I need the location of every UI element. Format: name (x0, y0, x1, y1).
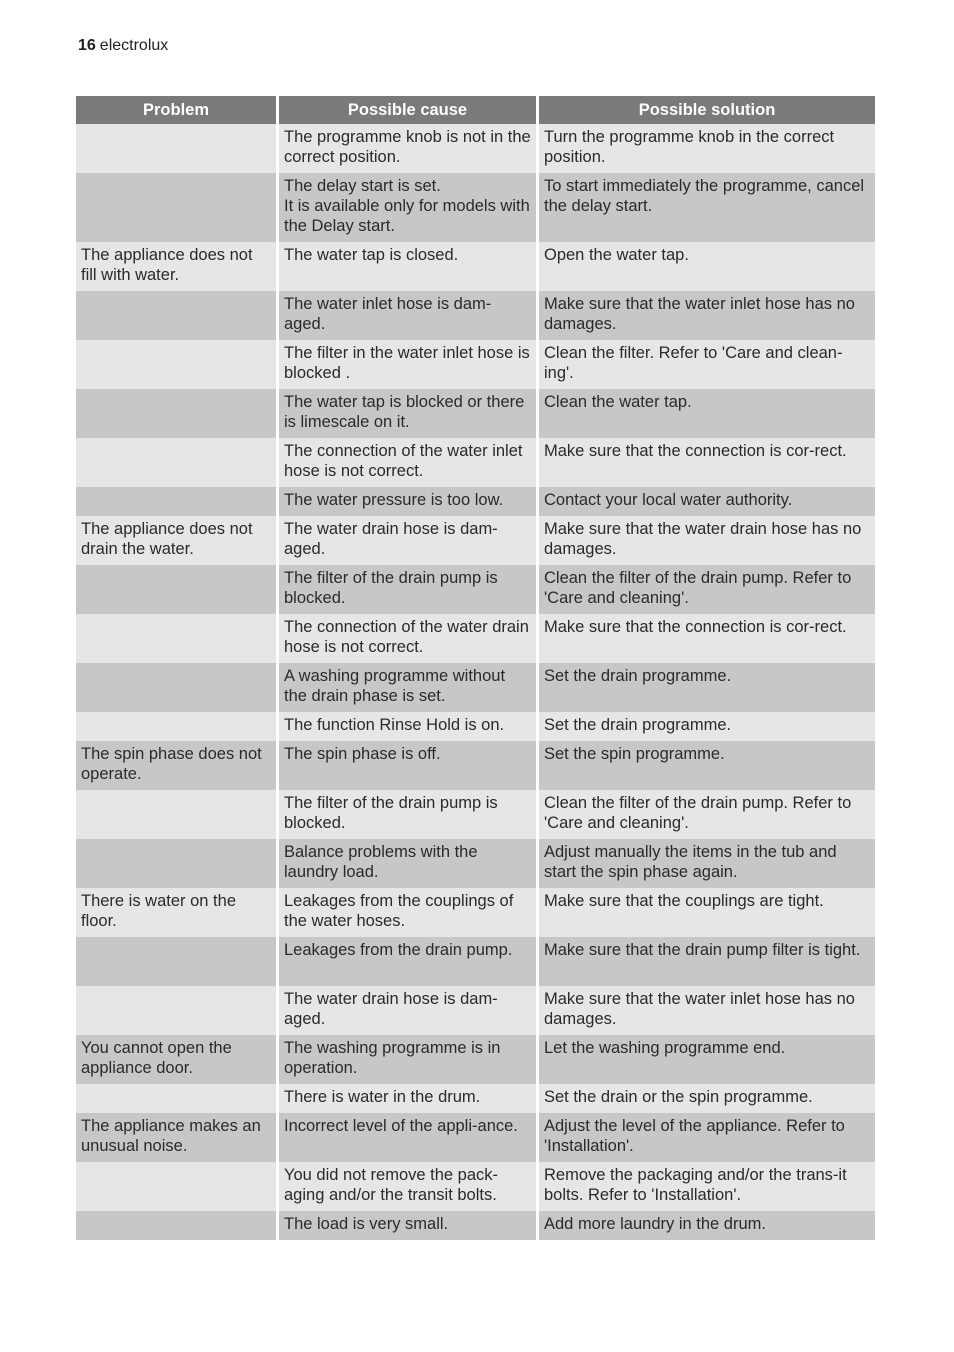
page-number: 16 (78, 37, 96, 54)
cell-cause: Leakages from the couplings of the water hoses. (279, 888, 536, 937)
cell-solution: Make sure that the couplings are tight. (539, 888, 875, 937)
cell-solution: Clean the filter. Refer to 'Care and clean-ing'. (539, 340, 875, 389)
cell-cause: The water inlet hose is dam-aged. (279, 291, 536, 340)
table-row (76, 986, 875, 1035)
table-row (76, 1162, 875, 1211)
cell-solution: Adjust manually the items in the tub and start the spin phase again. (539, 839, 875, 888)
table-header-row (76, 96, 875, 124)
cell-problem (76, 438, 276, 487)
table-row (76, 1113, 875, 1162)
table-row (76, 1211, 875, 1240)
table-row (76, 438, 875, 487)
table-row (76, 389, 875, 438)
cell-cause: The filter of the drain pump is blocked. (279, 790, 536, 839)
cell-solution: Clean the filter of the drain pump. Refer to 'Care and cleaning'. (539, 565, 875, 614)
cell-solution: Set the drain programme. (539, 663, 875, 712)
header-problem: Problem (76, 96, 276, 124)
header-possible-cause: Possible cause (279, 96, 536, 124)
cell-problem (76, 1211, 276, 1240)
cell-solution: Open the water tap. (539, 242, 875, 291)
table-row (76, 173, 875, 242)
cell-cause: The water drain hose is dam-aged. (279, 986, 536, 1035)
cell-solution: Adjust the level of the appliance. Refer to 'Installation'. (539, 1113, 875, 1162)
cell-solution: Make sure that the connection is cor-rect. (539, 614, 875, 663)
cell-cause: Leakages from the drain pump. (279, 937, 536, 986)
cell-problem (76, 712, 276, 741)
cell-cause: The water tap is blocked or there is limescale on it. (279, 389, 536, 438)
cell-solution: Remove the packaging and/or the trans-it bolts. Refer to 'Installation'. (539, 1162, 875, 1211)
cell-solution: Set the drain programme. (539, 712, 875, 741)
cell-problem: There is water on the floor. (76, 888, 276, 937)
table-row (76, 741, 875, 790)
cell-solution: Set the spin programme. (539, 741, 875, 790)
table-row (76, 340, 875, 389)
cell-cause: The programme knob is not in the correct position. (279, 124, 536, 173)
header-possible-solution: Possible solution (539, 96, 875, 124)
cell-problem (76, 389, 276, 438)
cell-solution: To start immediately the programme, cancel the delay start. (539, 173, 875, 242)
table-row (76, 888, 875, 937)
cell-cause: The function Rinse Hold is on. (279, 712, 536, 741)
cell-cause: The water drain hose is dam-aged. (279, 516, 536, 565)
cell-cause: There is water in the drum. (279, 1084, 536, 1113)
cell-solution: Make sure that the water inlet hose has no damages. (539, 986, 875, 1035)
cell-problem (76, 790, 276, 839)
cell-cause: The delay start is set. It is available only for models with the Delay start. (279, 173, 536, 242)
table-row (76, 712, 875, 741)
cell-solution: Make sure that the connection is cor-rect. (539, 438, 875, 487)
cell-problem: The spin phase does not operate. (76, 741, 276, 790)
page-header (78, 37, 168, 55)
cell-cause: The water pressure is too low. (279, 487, 536, 516)
cell-solution: Set the drain or the spin programme. (539, 1084, 875, 1113)
cell-problem (76, 565, 276, 614)
cell-problem (76, 614, 276, 663)
table-row (76, 663, 875, 712)
cell-problem (76, 839, 276, 888)
table-row (76, 937, 875, 986)
cell-problem (76, 1084, 276, 1113)
cell-solution: Turn the programme knob in the correct position. (539, 124, 875, 173)
table-row (76, 242, 875, 291)
cell-solution: Make sure that the drain pump filter is tight. (539, 937, 875, 986)
cell-solution: Clean the filter of the drain pump. Refer to 'Care and cleaning'. (539, 790, 875, 839)
troubleshooting-table (73, 96, 878, 1240)
cell-problem (76, 1162, 276, 1211)
cell-problem: The appliance makes an unusual noise. (76, 1113, 276, 1162)
cell-cause: The washing programme is in operation. (279, 1035, 536, 1084)
cell-problem: The appliance does not fill with water. (76, 242, 276, 291)
cell-problem (76, 487, 276, 516)
cell-cause: The water tap is closed. (279, 242, 536, 291)
cell-problem (76, 173, 276, 242)
cell-cause: The load is very small. (279, 1211, 536, 1240)
cell-problem (76, 124, 276, 173)
brand-name: electrolux (99, 37, 169, 54)
cell-cause: You did not remove the pack-aging and/or the transit bolts. (279, 1162, 536, 1211)
table-row (76, 124, 875, 173)
cell-cause: The spin phase is off. (279, 741, 536, 790)
cell-problem (76, 340, 276, 389)
table-row (76, 839, 875, 888)
cell-problem: You cannot open the appliance door. (76, 1035, 276, 1084)
cell-cause: A washing programme without the drain phase is set. (279, 663, 536, 712)
cell-solution: Make sure that the water drain hose has no damages. (539, 516, 875, 565)
table-row (76, 516, 875, 565)
cell-problem (76, 291, 276, 340)
cell-cause: The connection of the water drain hose is not correct. (279, 614, 536, 663)
cell-solution: Make sure that the water inlet hose has no damages. (539, 291, 875, 340)
table-row (76, 487, 875, 516)
cell-cause: Balance problems with the laundry load. (279, 839, 536, 888)
cell-solution: Clean the water tap. (539, 389, 875, 438)
cell-solution: Let the washing programme end. (539, 1035, 875, 1084)
cell-problem (76, 986, 276, 1035)
table-row (76, 1084, 875, 1113)
table-row (76, 291, 875, 340)
table-row (76, 1035, 875, 1084)
cell-cause: The filter of the drain pump is blocked. (279, 565, 536, 614)
table-row (76, 565, 875, 614)
table-row (76, 790, 875, 839)
cell-problem (76, 937, 276, 986)
cell-solution: Contact your local water authority. (539, 487, 875, 516)
cell-problem: The appliance does not drain the water. (76, 516, 276, 565)
table-row (76, 614, 875, 663)
cell-cause: The filter in the water inlet hose is blocked . (279, 340, 536, 389)
cell-problem (76, 663, 276, 712)
cell-cause: Incorrect level of the appli-ance. (279, 1113, 536, 1162)
cell-solution: Add more laundry in the drum. (539, 1211, 875, 1240)
cell-cause: The connection of the water inlet hose is not correct. (279, 438, 536, 487)
